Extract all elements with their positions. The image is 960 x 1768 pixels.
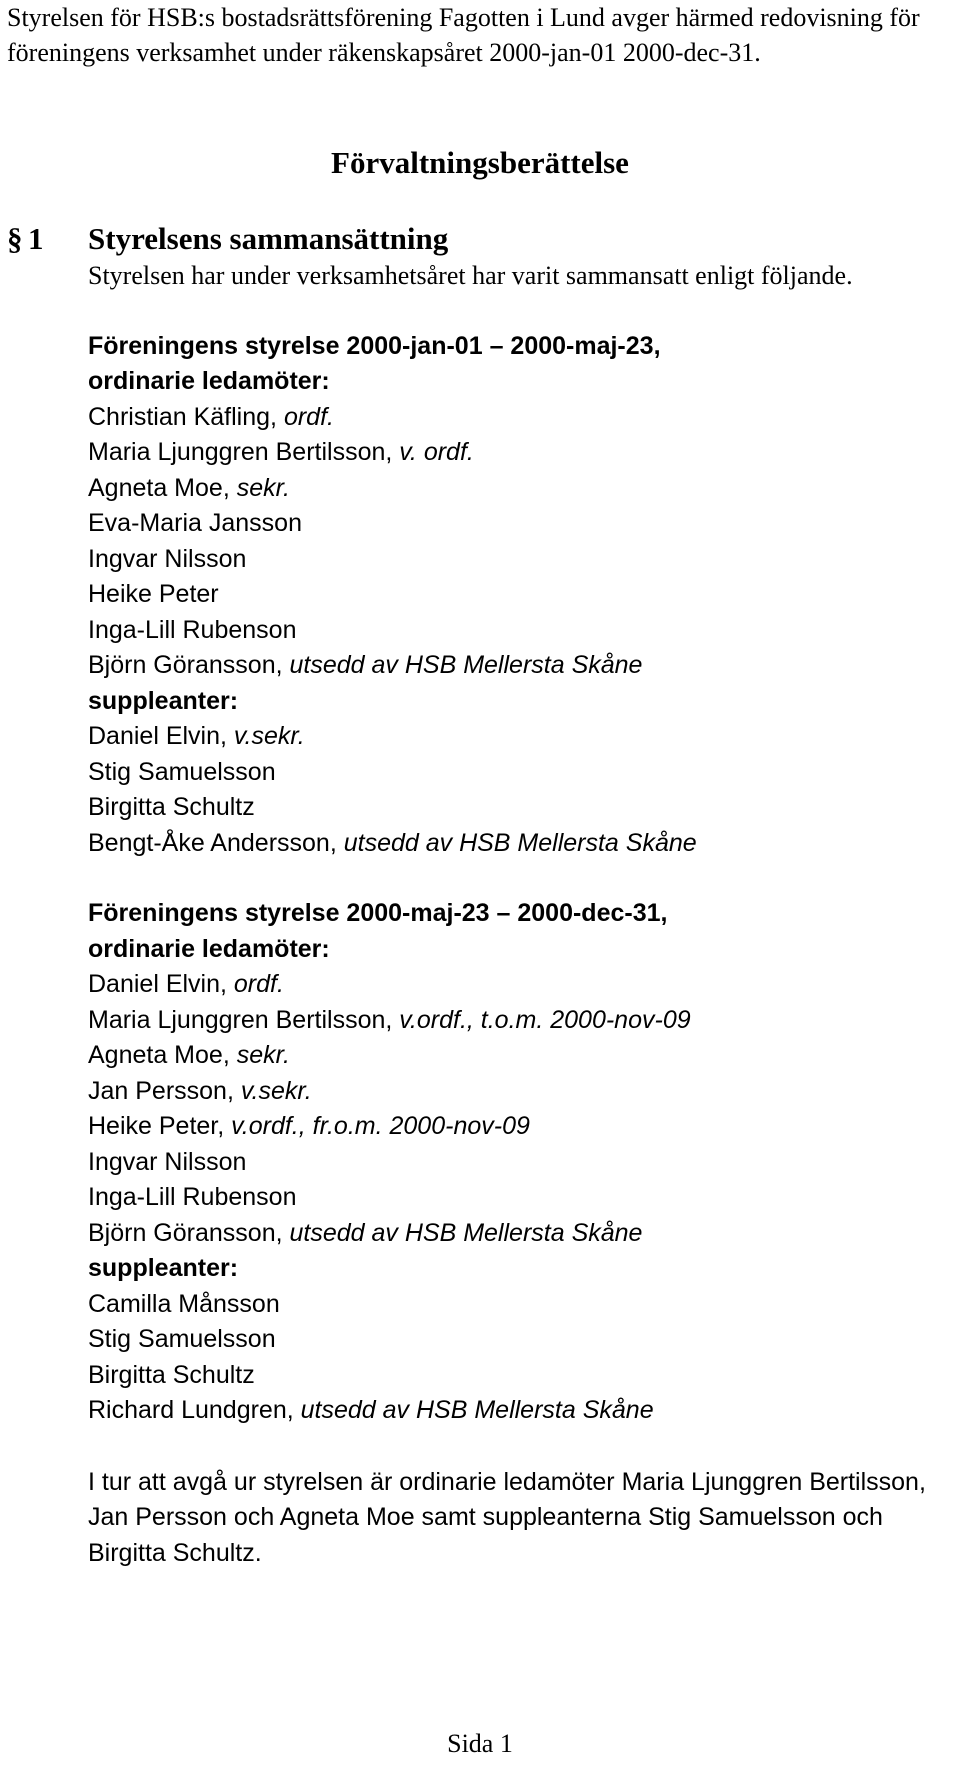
section-content	[88, 258, 938, 1571]
member-role: ordf.	[233, 970, 284, 998]
ordinary-members-list	[88, 967, 938, 1251]
member-name: Stig Samuelsson	[88, 1325, 276, 1353]
member-line	[88, 1287, 938, 1323]
deputies-label: suppleanter:	[88, 1254, 239, 1282]
member-line	[88, 400, 938, 436]
member-name: Jan Persson,	[88, 1076, 241, 1105]
member-name: Maria Ljunggren Bertilsson,	[88, 438, 400, 466]
member-line	[88, 1145, 938, 1181]
member-line	[88, 1109, 938, 1145]
member-line	[88, 435, 938, 471]
member-name: Heike Peter	[88, 580, 219, 608]
member-name: Stig Samuelsson	[88, 757, 276, 786]
member-role: v. ordf.	[399, 438, 474, 466]
member-name: Björn Göransson,	[88, 651, 290, 679]
member-role: utsedd av HSB Mellersta Skåne	[343, 828, 697, 857]
member-name: Richard Lundgren,	[88, 1396, 301, 1424]
document-title: Förvaltningsberättelse	[331, 145, 629, 180]
deputies-list	[88, 719, 938, 861]
page-number: Sida 1	[447, 1729, 513, 1758]
member-role: utsedd av HSB Mellersta Skåne	[289, 651, 643, 679]
section-symbol: §	[7, 221, 23, 256]
member-role: sekr.	[236, 473, 290, 502]
member-name: Björn Göransson,	[88, 1218, 290, 1247]
member-line	[88, 542, 938, 578]
member-role: v.sekr.	[240, 1076, 312, 1105]
member-role: utsedd av HSB Mellersta Skåne	[300, 1396, 654, 1424]
member-role: v.sekr.	[233, 722, 305, 750]
member-name: Eva-Maria Jansson	[88, 509, 302, 537]
member-name: Inga-Lill Rubenson	[88, 1183, 297, 1211]
intro-paragraph: Styrelsen för HSB:s bostadsrättsförening Fagotten i Lund avger härmed redovisning för föreningens verksamhet under räkenskapsåret 2000-jan-01 2000-dec-31.	[7, 3, 920, 67]
member-line	[88, 755, 938, 791]
member-line	[88, 613, 938, 649]
member-name: Camilla Månsson	[88, 1289, 280, 1318]
member-name: Agneta Moe,	[88, 473, 237, 502]
section-number: 1	[28, 221, 44, 256]
member-line	[88, 967, 938, 1003]
member-line	[88, 1358, 938, 1394]
member-role: v.ordf., t.o.m. 2000-nov-09	[399, 1005, 691, 1034]
member-line	[88, 1322, 938, 1358]
member-name: Birgitta Schultz	[88, 793, 255, 821]
member-line	[88, 826, 938, 862]
member-name: Ingvar Nilsson	[88, 1147, 247, 1176]
member-line	[88, 1074, 938, 1110]
member-role: sekr.	[236, 1041, 290, 1069]
member-name: Daniel Elvin,	[88, 722, 234, 750]
member-line	[88, 1003, 938, 1039]
member-name: Agneta Moe,	[88, 1041, 237, 1069]
closing-paragraph: I tur att avgå ur styrelsen är ordinarie ledamöter Maria Ljunggren Bertilsson, Jan Persson och Agneta Moe samt suppleanterna Stig Samuelsson och Birgitta Schultz.	[88, 1467, 926, 1567]
member-line	[88, 790, 938, 826]
member-line	[88, 648, 938, 684]
board-period-1	[88, 329, 938, 862]
ordinary-members-list	[88, 400, 938, 684]
member-line	[88, 471, 938, 507]
member-line	[88, 1180, 938, 1216]
member-line	[88, 719, 938, 755]
ordinary-members-label: ordinarie ledamöter:	[88, 934, 330, 963]
member-line	[88, 1038, 938, 1074]
member-name: Daniel Elvin,	[88, 970, 234, 998]
deputies-list	[88, 1287, 938, 1429]
member-line	[88, 1393, 938, 1429]
member-line	[88, 506, 938, 542]
board-heading: Föreningens styrelse 2000-jan-01 – 2000-maj-23,	[88, 331, 661, 360]
member-name: Maria Ljunggren Bertilsson,	[88, 1005, 400, 1034]
member-line	[88, 577, 938, 613]
member-name: Christian Käfling,	[88, 402, 284, 431]
section-title: Styrelsens sammansättning	[88, 221, 449, 256]
member-role: utsedd av HSB Mellersta Skåne	[289, 1218, 643, 1247]
member-role: v.ordf., fr.o.m. 2000-nov-09	[231, 1112, 530, 1140]
member-name: Ingvar Nilsson	[88, 544, 247, 573]
deputies-label: suppleanter:	[88, 686, 239, 715]
ordinary-members-label: ordinarie ledamöter:	[88, 367, 330, 395]
member-role: ordf.	[283, 402, 334, 431]
member-line	[88, 1216, 938, 1252]
member-name: Inga-Lill Rubenson	[88, 615, 297, 644]
board-period-2	[88, 896, 938, 1429]
member-name: Birgitta Schultz	[88, 1360, 255, 1389]
section-lead: Styrelsen har under verksamhetsåret har varit sammansatt enligt följande.	[88, 261, 853, 290]
board-heading: Föreningens styrelse 2000-maj-23 – 2000-dec-31,	[88, 899, 668, 927]
member-name: Bengt-Åke Andersson,	[88, 828, 344, 857]
member-name: Heike Peter,	[88, 1112, 232, 1140]
